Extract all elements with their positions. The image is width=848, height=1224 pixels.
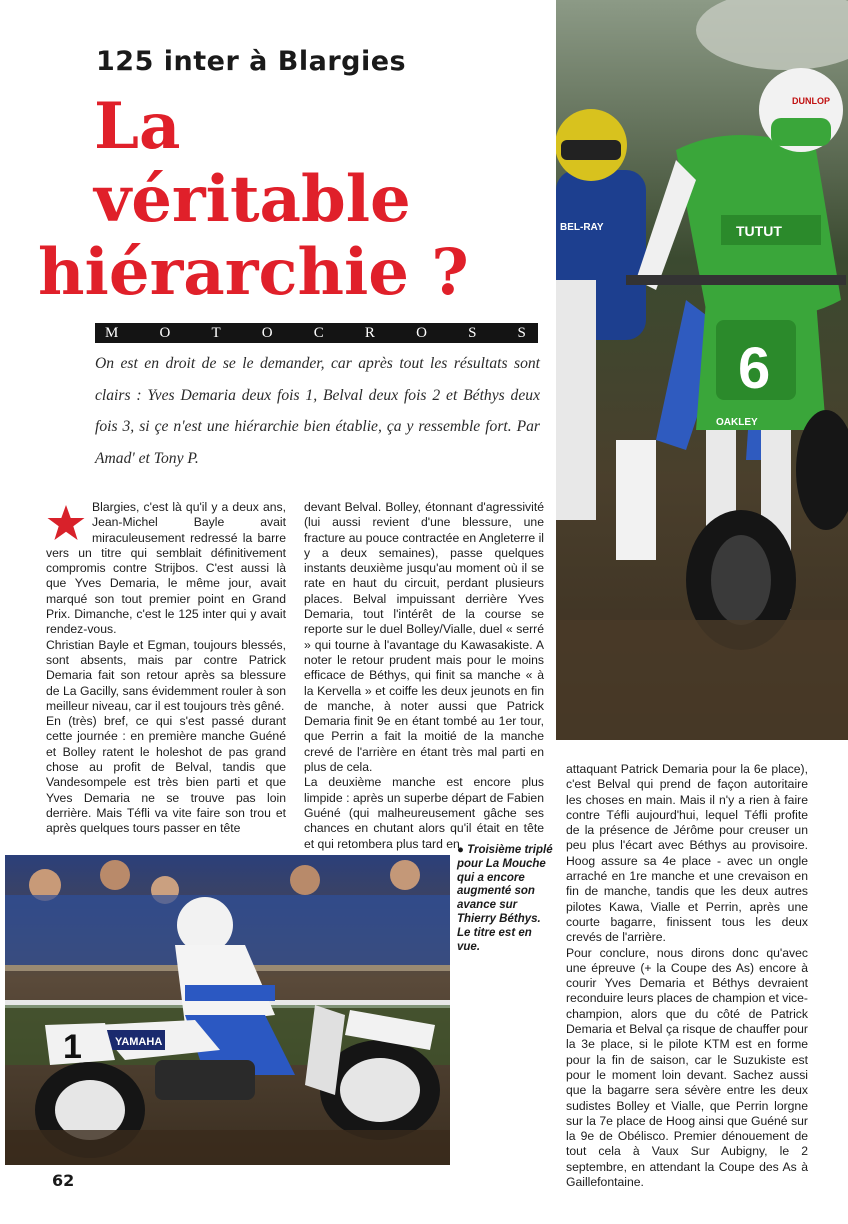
article-kicker: 125 inter à Blargies xyxy=(96,46,407,77)
rubric-letter: R xyxy=(364,324,375,341)
body-paragraph: attaquant Patrick Demaria pour la 6e place), c'est Belval qui prend de façon autoritaire les choses en main. Mais il n'y a rien à faire contre Téfli aujourd'hui, lequel Téfli profite de la présence de Jérôme pour creuser un peu plus l'écart avec Béthys au provisoire. Hoog assure sa 4e place - avec un ongle arraché en 1re manche et une crevaison en fin de manche, tandis que les deux autres pilotes Kawa, Vialle et Perrin, après une courte bagarre, finissent tous les deux crevés de l'arrière. xyxy=(566,762,808,945)
bike-plate-number: 6 xyxy=(738,336,771,401)
photo-caption xyxy=(457,844,557,954)
star-icon xyxy=(46,503,86,543)
bike-number: 1 xyxy=(63,1028,82,1066)
yamaha-photo-illustration xyxy=(5,855,450,1165)
rubric-letter: O xyxy=(261,324,273,341)
jersey-text: TUTUT xyxy=(736,223,782,239)
headline-line-3: hiérarchie ? xyxy=(38,235,469,310)
body-paragraph: En (très) bref, ce qui s'est passé durant cette journée : en première manche Guéné et Bolley ratent le holeshot de pas grand chose au profit de Belval, tandis que Vandesompele est très bien parti et que Yves Demaria ne se trouve pas loin derrière. Mais Téfli va vite faire son trou et après quelques tours passer en tête xyxy=(46,714,286,836)
rubric-letter: S xyxy=(517,324,526,341)
body-paragraph: Blargies, c'est là qu'il y a deux ans, Jean-Michel Bayle avait miraculeusement redressé la barre vers un titre qui semblait définitivement compromis contre Strijbos. C'est aussi là que Yves Demaria, le même jour, avait marqué son tout premier point en Grand Prix. Dimanche, c'est le 125 inter qui y avait rendez-vous. xyxy=(46,500,286,637)
rubric-letter: O xyxy=(416,324,427,341)
left-rider-jersey-text: BEL-RAY xyxy=(560,222,604,233)
tank-text: YAMAHA xyxy=(115,1036,163,1048)
bike-plate-text: OAKLEY xyxy=(716,417,758,428)
rubric-letter: C xyxy=(313,324,324,341)
body-column-3 xyxy=(566,762,808,1190)
article-lead: On est en droit de se le demander, car après tout les résultats sont clairs : Yves Demaria deux fois 1, Belval deux fois 2 et Béthys deux fois 3, si çe n'est une hiérarchie bien établie, ça y ressemble fort. Par Amad' et Tony P. xyxy=(95,355,540,467)
body-paragraph: Pour conclure, nous dirons donc qu'avec une épreuve (+ la Coupe des As) encore à courir Yves Demaria et Béthys devraient reconduire leurs places de champion et vice-champion, alors que du côté de Patrick Demaria et Belval ça risque de chauffer pour la 3e place, si le pilote KTM est en forme pour la fin de saison, car le Suzukiste est pour le moment loin devant. Sachez aussi que la bagarre sera sévère entre les deux sudistes Bolley et Vialle, que Perrin lorgne sur la 7e place de Hoog ainsi que Guéné sur la 9e de Obélisco. Premier dénouement de tout cela à Vaux Sur Aubigny, le 2 septembre, en attendant la Coupe des As à Gaillefontaine. xyxy=(566,945,808,1190)
rubric-letter: T xyxy=(211,324,221,341)
article-headline xyxy=(38,90,548,309)
page-number: 62 xyxy=(52,1171,75,1190)
body-paragraph: devant Belval. Bolley, étonnant d'agressivité (lui aussi revient d'une blessure, une fracture au pouce contractée en Angleterre il y a deux semaines), passe quelques instants deuxième jusqu'au moment où il se rate en haut du circuit, perdant plusieurs places. Belval impuissant derrière Yves Demaria, tout l'intérêt de la course se reporte sur le duel Bolley/Vialle, duel « serré » qui tourne à l'avantage du Kawasakiste. A noter le retour prudent mais pour le moins efficace de Béthys, qui finit sa manche « à la Kervella » et coiffe les deux jeunots en fin de manche, à noter aussi que Patrick Demaria finit 9e en étant tombé au 1er tour, que Perrin a fait la moitié de la manche crevé de l'arrière en étant très mal parti en plus de cela. xyxy=(304,500,544,775)
rubric-letter: O xyxy=(159,324,171,341)
body-paragraph: Christian Bayle et Egman, toujours blessés, sont absents, mais par contre Patrick Demaria fait son retour après sa blessure de La Gacilly, sans évidemment rouler à son meilleur niveau, car il est toujours très gêné. xyxy=(46,637,286,713)
rubric-letter: M xyxy=(105,324,119,341)
helmet-text: DUNLOP xyxy=(792,96,830,106)
headline-line-2: véritable xyxy=(94,162,411,237)
photo-motocross-riders xyxy=(556,0,848,740)
section-rubric-bar xyxy=(95,323,538,343)
body-column-1 xyxy=(46,500,286,837)
photo-yamaha-rider xyxy=(5,855,450,1165)
headline-line-1: La xyxy=(94,89,181,164)
body-paragraph: La deuxième manche est encore plus limpide : après un superbe départ de Fabien Guéné (qui malheureusement gâche ses chances en chutant alors qu'il était en tête et qui retombera plus tard en xyxy=(304,775,544,851)
caption-bullet: ● xyxy=(457,844,464,856)
body-column-2 xyxy=(304,500,544,852)
motocross-photo-illustration xyxy=(556,0,848,740)
rubric-letter: S xyxy=(468,324,477,341)
caption-text: Troisième triplé pour La Mouche qui a encore augmenté son avance sur Thierry Béthys. Le titre est en vue. xyxy=(457,844,553,953)
